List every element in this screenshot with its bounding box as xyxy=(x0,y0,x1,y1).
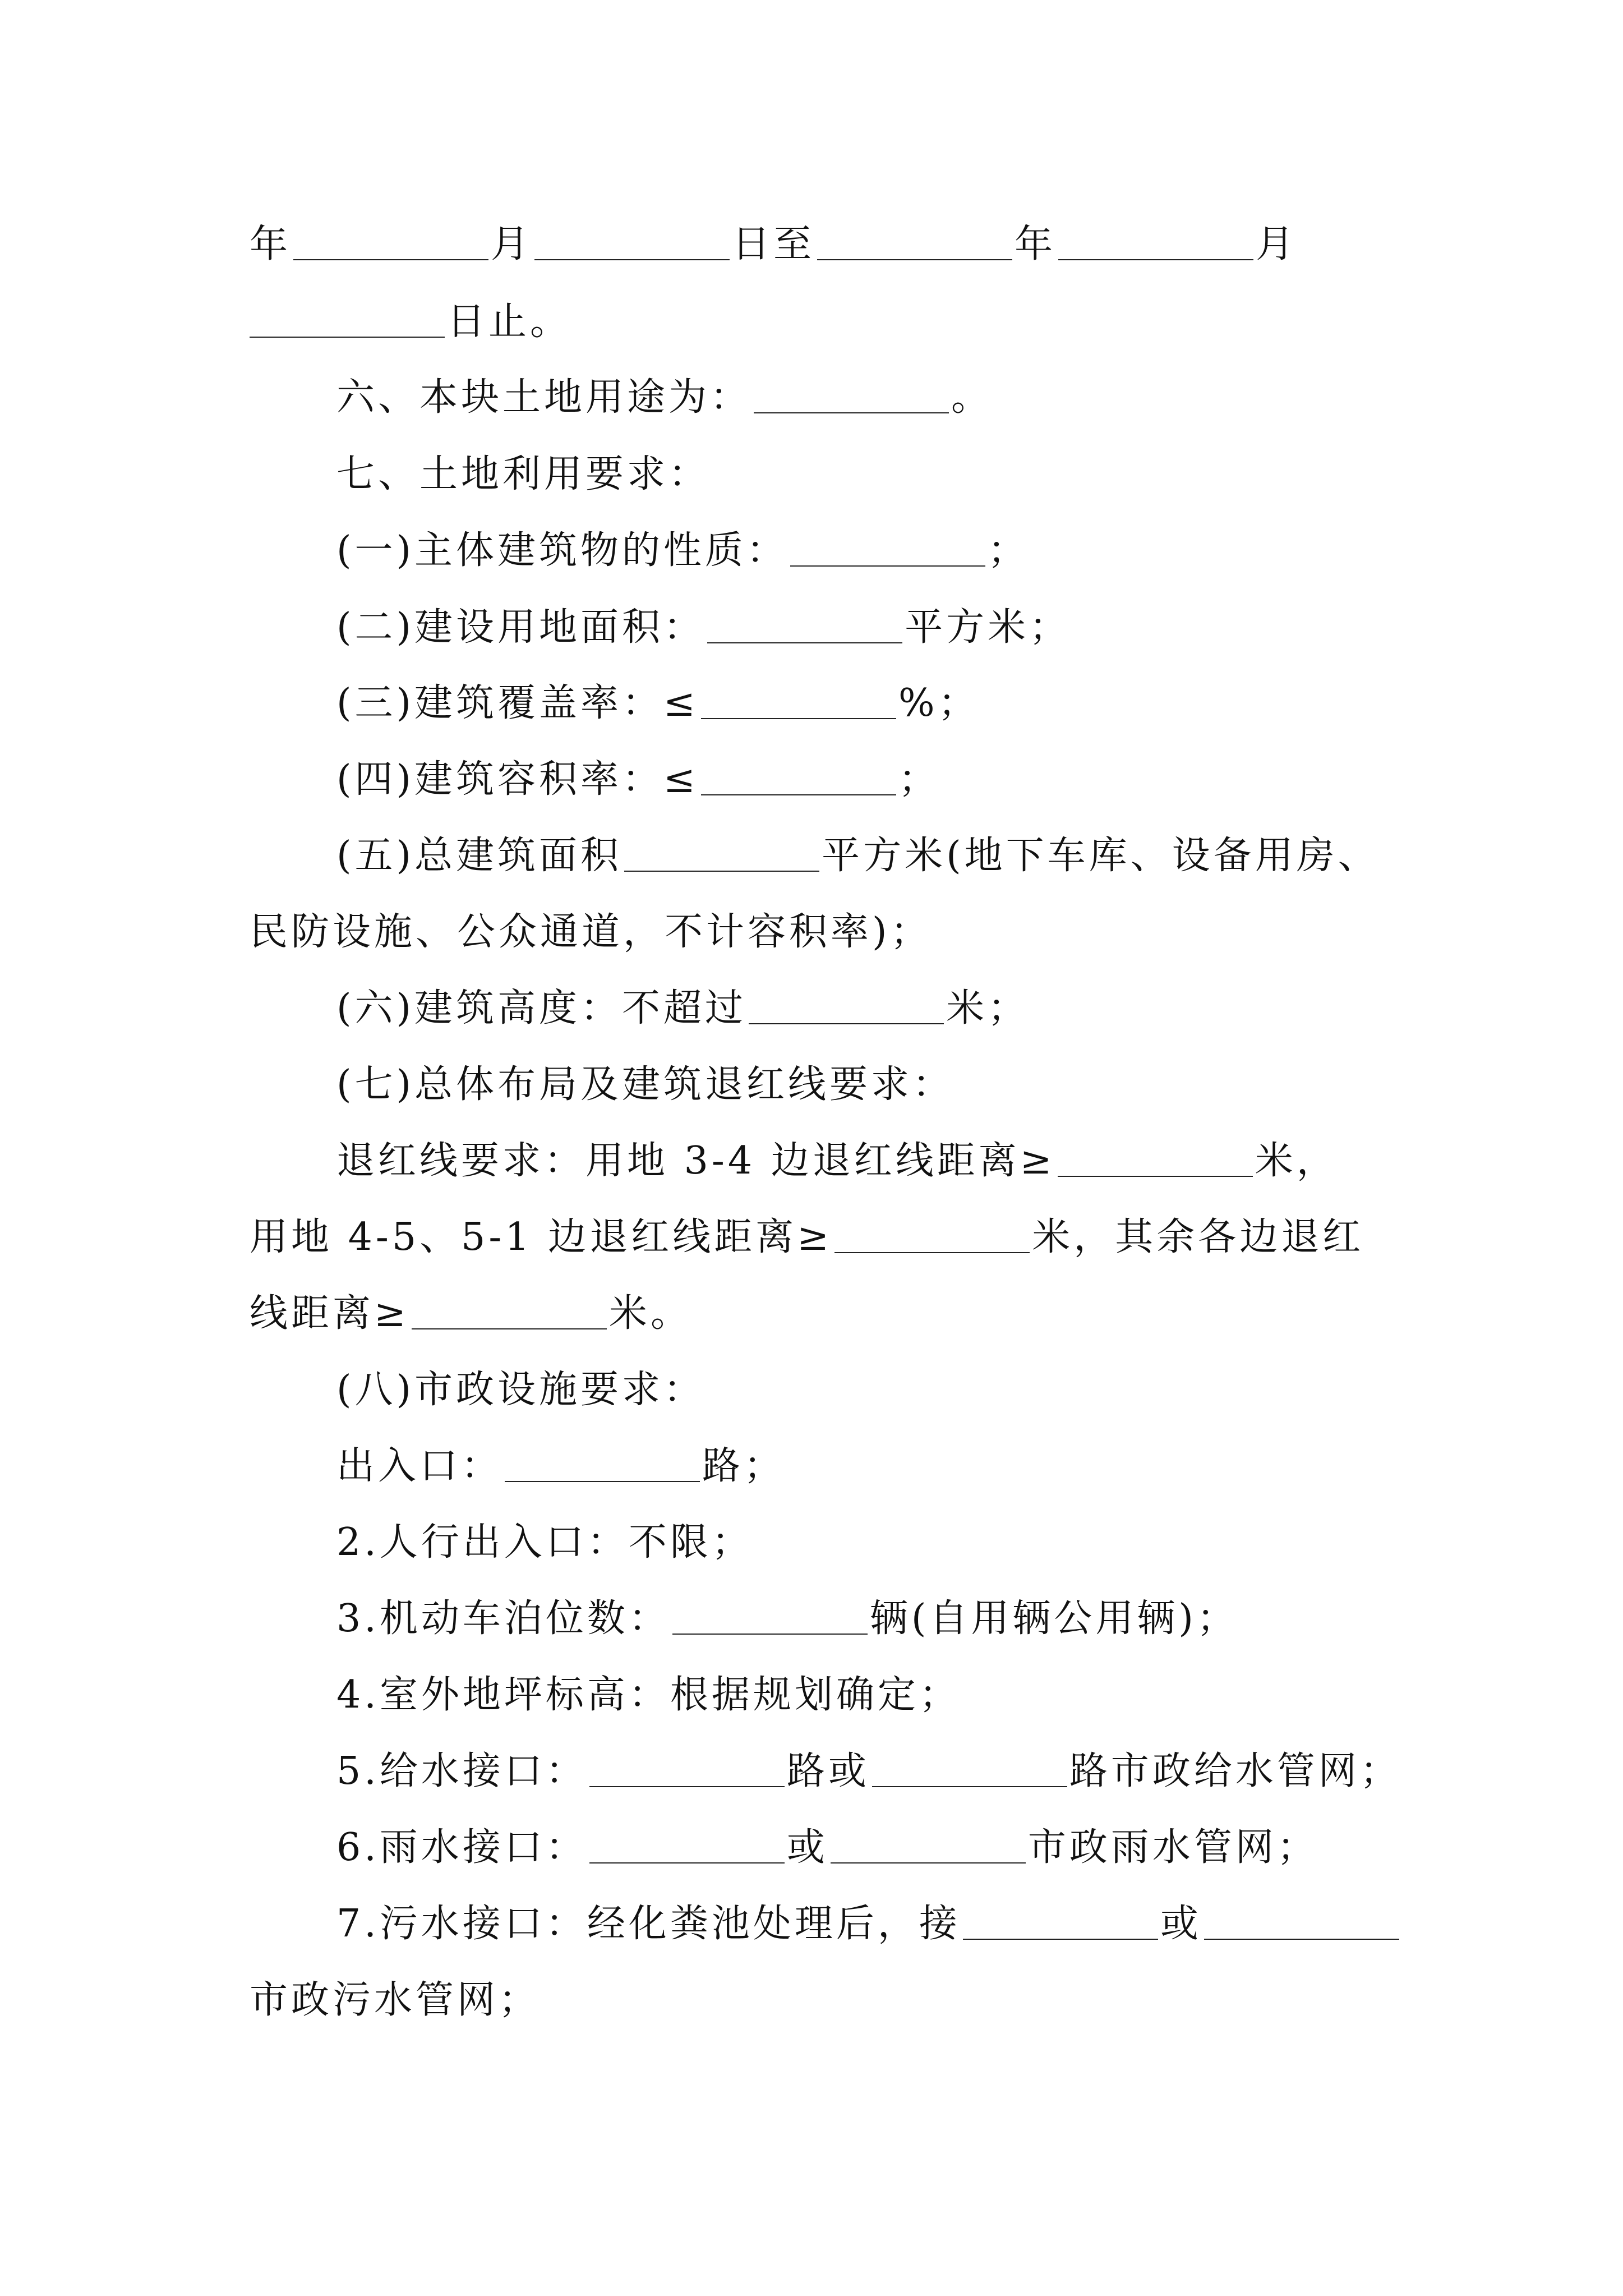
or-text: 或 xyxy=(1160,1902,1202,1946)
setback-label: 线距离≥ xyxy=(250,1291,409,1336)
setback-label: 退红线要求：用地 3-4 边退红线距离≥ xyxy=(336,1139,1055,1183)
item-label: (六)建筑高度：不超过 xyxy=(336,986,747,1030)
setback-line-2 xyxy=(250,1215,1364,1259)
unit-note: 平方米(地下车库、设备用房、 xyxy=(822,834,1380,878)
date-range-line xyxy=(250,222,1298,266)
unit: 米， xyxy=(1255,1139,1338,1183)
start-year-blank[interactable] xyxy=(293,226,488,260)
item-total-area-cont xyxy=(250,910,932,954)
year-label-2: 年 xyxy=(1015,222,1057,266)
land-use-label: 六、本块土地用途为： xyxy=(336,375,752,420)
month-label: 月 xyxy=(491,222,533,266)
item-far xyxy=(336,757,940,802)
item-label: 6.雨水接口： xyxy=(336,1825,587,1870)
or-text: 路或 xyxy=(786,1749,870,1793)
item-height xyxy=(336,986,1030,1030)
day-end-label: 日止。 xyxy=(447,300,572,344)
water-road-2-blank[interactable] xyxy=(872,1752,1067,1787)
item-sewage-cont xyxy=(250,1978,541,2022)
item-municipal xyxy=(336,1368,706,1412)
period: 。 xyxy=(951,375,993,420)
sewage-2-blank[interactable] xyxy=(1204,1905,1399,1940)
year-label: 年 xyxy=(250,222,292,266)
network-text: 路市政给水管网； xyxy=(1069,1749,1401,1793)
date-end-line xyxy=(250,300,572,344)
item-label: 7.污水接口：经化粪池处理后，接 xyxy=(336,1902,961,1946)
end-day-blank[interactable] xyxy=(250,303,445,338)
item-rainwater xyxy=(336,1825,1318,1870)
start-month-blank[interactable] xyxy=(534,226,730,260)
item-label: 4.室外地坪标高：根据规划确定； xyxy=(336,1673,961,1717)
or-text: 或 xyxy=(786,1825,828,1870)
unit-note: 辆(自用辆公用辆)； xyxy=(869,1596,1238,1641)
item-water-supply xyxy=(336,1749,1401,1793)
setback-line-3 xyxy=(250,1291,692,1336)
item-parking xyxy=(336,1596,1238,1641)
item-label: (五)总建筑面积 xyxy=(336,834,623,878)
far-blank[interactable] xyxy=(701,761,896,795)
total-area-blank[interactable] xyxy=(624,837,819,872)
punct: ； xyxy=(898,757,940,802)
rain-2-blank[interactable] xyxy=(831,1829,1026,1864)
rain-1-blank[interactable] xyxy=(589,1829,785,1864)
setback-45-blank[interactable] xyxy=(834,1218,1030,1253)
setback-text: 米，其余各边退红 xyxy=(1032,1215,1364,1259)
item-building-nature xyxy=(336,528,1030,573)
end-year-blank[interactable] xyxy=(817,226,1012,260)
item-label: 5.给水接口： xyxy=(336,1749,587,1793)
item-sewage xyxy=(336,1902,1401,1946)
item-label: (一)主体建筑物的性质： xyxy=(336,528,789,573)
building-nature-blank[interactable] xyxy=(790,532,985,567)
item-pedestrian xyxy=(336,1520,753,1565)
coverage-blank[interactable] xyxy=(701,684,896,719)
network-text: 市政雨水管网； xyxy=(1027,1825,1318,1870)
day-to-label: 日至 xyxy=(732,222,815,266)
setback-label: 用地 4-5、5-1 边退红线距离≥ xyxy=(250,1215,833,1259)
unit: 米； xyxy=(946,986,1030,1030)
setback-other-blank[interactable] xyxy=(412,1295,607,1329)
unit: %； xyxy=(898,681,980,725)
item-land-area xyxy=(336,605,1071,650)
item-coverage xyxy=(336,681,980,725)
unit: 路； xyxy=(702,1444,786,1488)
item-label: 2.人行出入口：不限； xyxy=(336,1520,753,1565)
sewage-1-blank[interactable] xyxy=(963,1905,1158,1940)
land-use-blank[interactable] xyxy=(754,379,949,413)
item-label: 3.机动车泊位数： xyxy=(336,1596,670,1641)
section-heading-7 xyxy=(336,452,711,496)
item-label: (八)市政设施要求： xyxy=(336,1368,706,1412)
item-label: (七)总体布局及建筑退红线要求： xyxy=(336,1062,955,1107)
unit: 平方米； xyxy=(905,605,1071,650)
month-label-2: 月 xyxy=(1256,222,1298,266)
entrance-road-blank[interactable] xyxy=(505,1447,700,1482)
punct: ； xyxy=(988,528,1030,573)
note-text: 民防设施、公众通道，不计容积率)； xyxy=(250,910,932,954)
section-title: 七、土地利用要求： xyxy=(336,452,711,496)
network-text: 市政污水管网； xyxy=(250,1978,541,2022)
item-layout xyxy=(336,1062,955,1107)
item-entrance xyxy=(336,1444,786,1488)
land-use-line xyxy=(336,375,993,420)
item-label: (二)建设用地面积： xyxy=(336,605,706,650)
parking-blank[interactable] xyxy=(672,1600,868,1635)
item-label: (四)建筑容积率：≤ xyxy=(336,757,699,802)
item-label: 出入口： xyxy=(336,1444,503,1488)
height-blank[interactable] xyxy=(749,990,944,1024)
setback-34-blank[interactable] xyxy=(1058,1142,1253,1177)
item-total-area xyxy=(336,834,1380,878)
setback-line-1 xyxy=(336,1139,1338,1183)
item-label: (三)建筑覆盖率：≤ xyxy=(336,681,699,725)
item-elevation xyxy=(336,1673,961,1717)
water-road-1-blank[interactable] xyxy=(589,1752,785,1787)
unit: 米。 xyxy=(608,1291,692,1336)
land-area-blank[interactable] xyxy=(707,609,902,643)
end-month-blank[interactable] xyxy=(1058,226,1253,260)
